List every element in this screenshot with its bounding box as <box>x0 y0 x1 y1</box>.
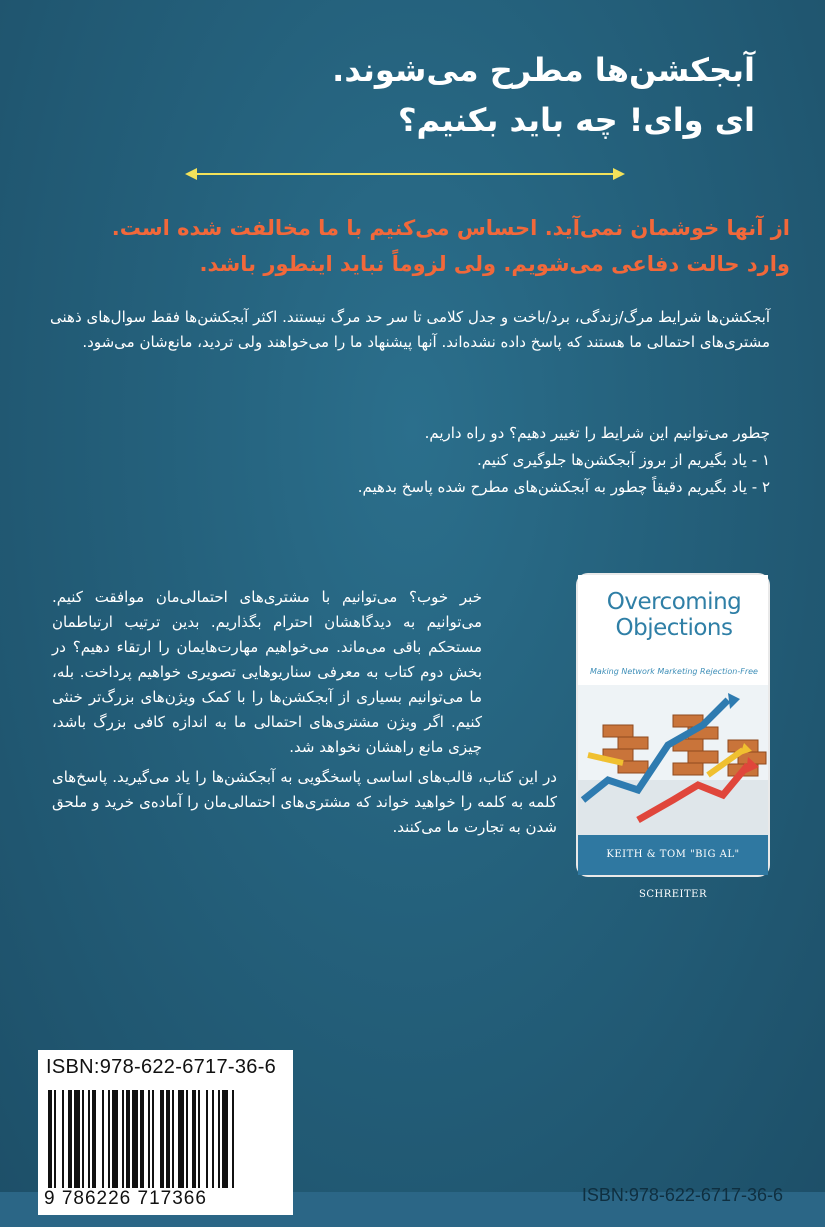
barcode-bar <box>232 1090 234 1188</box>
cover-subtitle: Making Network Marketing Rejection-Free <box>590 667 758 676</box>
paragraph-in-this-book: در این کتاب، قالب‌های اساسی پاسخگویی به آبجکشن‌ها را یاد می‌گیرید. پاسخ‌های کلمه به کلمه را خواهید خواند که مشتری‌های احتمالی‌مان را آماده‌ی خرید و ملحق شدن به تجارت ما می‌کنند. <box>52 768 557 836</box>
barcode-bar <box>122 1090 124 1188</box>
double-arrow-divider <box>185 165 625 183</box>
cover-authors: KEITH & TOM "BIG AL" SCHREITER <box>578 835 768 875</box>
cover-title-line-2: Objections <box>615 615 733 641</box>
barcode-bar <box>152 1090 154 1188</box>
barcode-bar <box>62 1090 64 1188</box>
barcode-bar <box>206 1090 208 1188</box>
isbn-label: ISBN:978-622-6717-36-6 <box>46 1056 277 1078</box>
two-ways-question: چطور می‌توانیم این شرایط را تغییر دهیم؟ دو راه داریم. <box>424 424 770 442</box>
barcode-bar <box>178 1090 184 1188</box>
paragraph-good-news: خبر خوب؟ می‌توانیم با مشتری‌های احتمالی‌مان موافقت کنیم. می‌توانیم به دیدگاهشان احترام بگذاریم. بدین ترتیب ارتباطمان مستحکم باقی می‌ماند. می‌خواهیم مهارت‌هایمان را ارتقاء دهیم؟ در بخش دوم کتاب به معرفی سناریوهایی تصویری خواهیم پرداخت. بله، ما می‌توانیم بسیاری از آبجکشن‌ها را با کمک ویژن‌های بزرگ‌تر خنثی کنیم. اگر ویژن مشتری‌های احتمالی ما به اندازه کافی بزرگ باشد، چیزی مانع راهشان نخواهد شد. <box>52 588 482 756</box>
barcode-bar <box>218 1090 220 1188</box>
barcode-bar <box>68 1090 72 1188</box>
cover-brick-wall-arrows-image <box>578 685 768 835</box>
barcode-bar <box>74 1090 80 1188</box>
barcode-bar <box>82 1090 84 1188</box>
barcode-bar <box>112 1090 118 1188</box>
double-arrow-icon <box>185 165 625 183</box>
cover-title <box>586 589 762 641</box>
barcode-bar <box>102 1090 104 1188</box>
subheadline <box>30 210 790 282</box>
barcode-bar <box>92 1090 96 1188</box>
barcode-bar <box>192 1090 196 1188</box>
barcode-bar <box>198 1090 200 1188</box>
subheadline-line-1: از آنها خوشمان نمی‌آید. احساس می‌کنیم با ما مخالفت شده است. <box>111 216 790 240</box>
isbn-barcode-box <box>38 1050 293 1215</box>
barcode-digits: 9 786226 717366 <box>44 1188 207 1209</box>
book-cover-thumbnail <box>578 575 768 900</box>
cover-title-line-1: Overcoming <box>606 589 742 615</box>
barcode-bar <box>222 1090 228 1188</box>
paragraph-objections-intro: آبجکشن‌ها شرایط مرگ/زندگی، برد/باخت و جدل کلامی تا سر حد مرگ نیستند. اکثر آبجکشن‌ها فقط سوال‌های ذهنی مشتری‌های احتمالی ما هستند که پاسخ داده نشده‌اند. آنها پیشنهاد ما را می‌خواهند ولی تردید، مانع‌شان می‌شود. <box>50 308 770 351</box>
barcode-bar <box>88 1090 90 1188</box>
headline-line-1: آبجکشن‌ها مطرح می‌شوند. <box>332 51 755 89</box>
isbn-bottom-text: ISBN:978-622-6717-36-6 <box>581 1185 783 1205</box>
barcode-bar <box>186 1090 188 1188</box>
barcode-bar <box>108 1090 110 1188</box>
barcode-bar <box>54 1090 56 1188</box>
two-ways-item-2: ۲ - یاد بگیریم دقیقاً چطور به آبجکشن‌های مطرح شده پاسخ بدهیم. <box>357 478 770 496</box>
headline <box>115 45 755 145</box>
barcode-bar <box>172 1090 174 1188</box>
barcode-bar <box>126 1090 130 1188</box>
barcode-bar <box>212 1090 214 1188</box>
paragraph-two-ways <box>50 420 770 501</box>
barcode-bar <box>166 1090 170 1188</box>
barcode-bar <box>132 1090 138 1188</box>
headline-line-2: ای وای! چه باید بکنیم؟ <box>397 101 755 139</box>
barcode-bar <box>140 1090 144 1188</box>
barcode-bar <box>148 1090 150 1188</box>
barcode-icon <box>46 1090 288 1188</box>
barcode-bar <box>48 1090 52 1188</box>
subheadline-line-2: وارد حالت دفاعی می‌شویم. ولی لزوماً نباید اینطور باشد. <box>199 252 790 276</box>
barcode-bar <box>160 1090 164 1188</box>
two-ways-item-1: ۱ - یاد بگیریم از بروز آبجکشن‌ها جلوگیری کنیم. <box>476 451 770 469</box>
